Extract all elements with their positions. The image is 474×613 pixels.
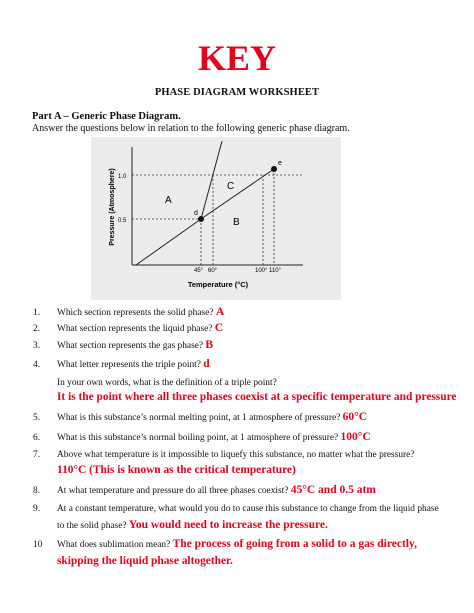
answer: d — [203, 358, 210, 370]
question-7: 7. Above what temperature is it impossible to liquefy this substance, no matter what the pressure? — [33, 450, 415, 460]
question-5: 5. What is this substance’s normal melting point, at 1 atmosphere of pressure? 60°C — [33, 411, 368, 423]
answer: You would need to increase the pressure. — [128, 519, 328, 531]
question-3: 3. What section represents the gas phase? B — [33, 339, 214, 351]
region-c-label: C — [227, 181, 235, 192]
question-text: What does sublimation mean? — [57, 540, 171, 550]
answer: The process of going from a solid to a gas directly, — [172, 538, 417, 550]
region-a-label: A — [165, 195, 172, 206]
answer: C — [214, 322, 224, 334]
x-tick-45: 45° — [194, 268, 204, 274]
critical-point-marker — [271, 166, 277, 172]
y-axis-label: Pressure (Atmosphere) — [109, 168, 116, 246]
sublimation-curve — [136, 219, 201, 265]
question-text: What section represents the liquid phase? — [57, 324, 213, 334]
phase-diagram-svg — [91, 137, 341, 300]
question-1: 1. Which section represents the solid phase? A — [33, 306, 225, 318]
question-text: What letter represents the triple point? — [57, 360, 201, 370]
key-heading: KEY — [197, 38, 276, 78]
question-text: Which section represents the solid phase? — [57, 308, 214, 318]
answer: 60°C — [342, 411, 368, 423]
question-8: 8. At what temperature and pressure do all three phases coexist? 45°C and 0.5 atm — [33, 484, 376, 496]
question-text: What section represents the gas phase? — [57, 341, 204, 351]
answer: 45°C and 0.5 atm — [290, 484, 376, 496]
region-b-label: B — [233, 217, 240, 228]
point-d-label: d — [194, 210, 198, 217]
point-e-label: e — [278, 160, 282, 167]
question-text: Above what temperature is it impossible to liquefy this substance, no matter what the pressure? — [57, 450, 415, 460]
question-10-answer-continued: skipping the liquid phase altogether. — [57, 555, 233, 567]
y-tick-0-5: 0.5 — [118, 218, 127, 224]
question-9-continued — [57, 519, 328, 532]
question-text: At what temperature and pressure do all three phases coexist? — [57, 486, 289, 496]
answer: A — [215, 306, 225, 318]
question-7-answer: 110°C (This is known as the critical temperature) — [57, 464, 296, 476]
question-9: 9. At a constant temperature, what would you do to cause this substance to change from the liquid phase — [33, 504, 439, 514]
y-tick-1: 1.0 — [118, 174, 127, 180]
part-a-heading: Part A – Generic Phase Diagram. — [32, 111, 181, 122]
question-6: 6. What is this substance’s normal boiling point, at 1 atmosphere of pressure? 100°C — [33, 431, 371, 443]
phase-diagram — [91, 137, 341, 300]
question-2: 2. What section represents the liquid phase? C — [33, 322, 224, 334]
triple-point-marker — [198, 216, 204, 222]
question-text-continued: to the solid phase? — [57, 521, 127, 531]
guide-lines — [132, 169, 303, 265]
answer: B — [205, 339, 214, 351]
instructions: Answer the questions below in relation to the following generic phase diagram. — [32, 123, 350, 134]
answer: 100°C — [340, 431, 371, 443]
question-text: What is this substance’s normal boiling point, at 1 atmosphere of pressure? — [57, 433, 339, 443]
worksheet-title: PHASE DIAGRAM WORKSHEET — [154, 87, 320, 98]
question-10: 10 What does sublimation mean? The process of going from a solid to a gas directly, — [33, 538, 417, 550]
x-tick-60: 60° — [208, 268, 218, 274]
x-axis-label: Temperature (°C) — [187, 280, 249, 289]
x-tick-100: 100° — [255, 268, 268, 274]
question-4: 4. What letter represents the triple point? d — [33, 358, 210, 370]
question-text: What is this substance’s normal melting point, at 1 atmosphere of pressure? — [57, 413, 341, 423]
question-text: At a constant temperature, what would you do to cause this substance to change from the liquid phase — [57, 504, 439, 514]
triple-point-definition-question: In your own words, what is the definition of a triple point? — [57, 378, 277, 388]
x-tick-110: 110° — [269, 268, 281, 274]
triple-point-definition-answer: It is the point where all three phases coexist at a specific temperature and pressure — [57, 391, 457, 403]
